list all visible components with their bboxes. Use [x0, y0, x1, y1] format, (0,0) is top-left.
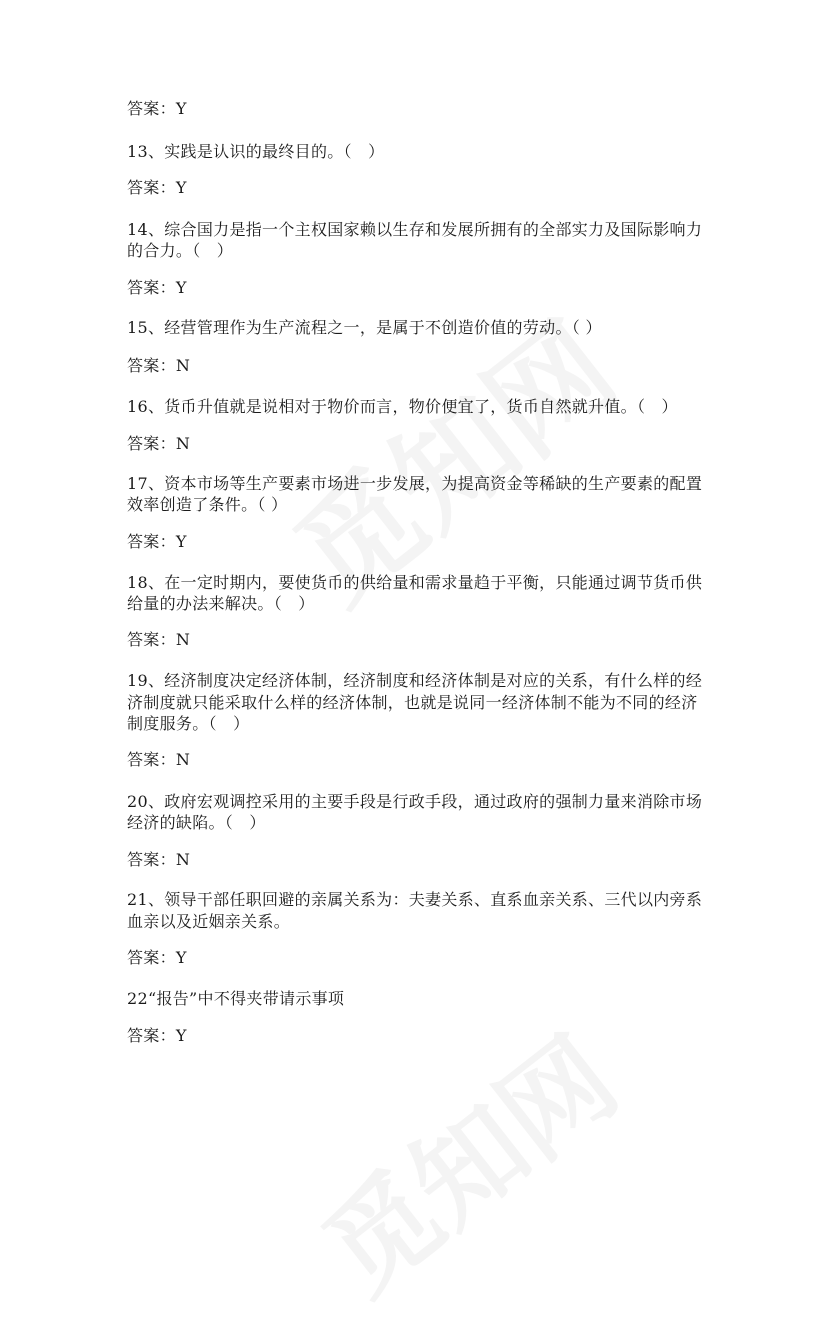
question-line: 制度服务。（ ） — [127, 714, 250, 733]
question-line: 18、在一定时期内，要使货币的供给量和需求量趋于平衡，只能通过调节货币供 — [127, 573, 703, 592]
answer-line: 答案：N — [127, 850, 191, 869]
question-line: 21、领导干部任职回避的亲属关系为：夫妻关系、直系血亲关系、三代以内旁系 — [127, 890, 703, 909]
answer-line: 答案：Y — [127, 178, 187, 197]
question-line: 经济的缺陷。（ ） — [127, 813, 266, 832]
question-line: 14、综合国力是指一个主权国家赖以生存和发展所拥有的全部实力及国际影响力 — [127, 220, 703, 239]
answer-line: 答案：N — [127, 356, 191, 375]
question-line: 效率创造了条件。（ ） — [127, 495, 288, 514]
answer-line: 答案：N — [127, 434, 191, 453]
question-line: 13、实践是认识的最终目的。（ ） — [127, 142, 385, 161]
answer-line: 答案：Y — [127, 948, 187, 967]
question-line: 给量的办法来解决。（ ） — [127, 594, 315, 613]
question-line: 17、资本市场等生产要素市场进一步发展，为提高资金等稀缺的生产要素的配置 — [127, 474, 703, 493]
question-line: 16、货币升值就是说相对于物价而言，物价便宜了，货币自然就升值。（ ） — [127, 397, 678, 416]
answer-line: 答案：Y — [127, 1026, 187, 1045]
question-line: 20、政府宏观调控采用的主要手段是行政手段，通过政府的强制力量来消除市场 — [127, 792, 703, 811]
answer-line: 答案：Y — [127, 278, 187, 297]
answer-line: 答案：N — [127, 750, 191, 769]
question-line: 22“报告”中不得夹带请示事项 — [127, 989, 345, 1008]
question-line: 济制度就只能采取什么样的经济体制，也就是说同一经济体制不能为不同的经济 — [127, 693, 698, 712]
question-line: 15、经营管理作为生产流程之一，是属于不创造价值的劳动。（ ） — [127, 318, 602, 337]
answer-line: 答案：Y — [127, 532, 187, 551]
answer-line: 答案：Y — [127, 99, 187, 118]
question-line: 的合力。（ ） — [127, 241, 234, 260]
answer-line: 答案：N — [127, 630, 191, 649]
question-line: 血亲以及近姻亲关系。 — [127, 912, 291, 931]
question-line: 19、经济制度决定经济体制，经济制度和经济体制是对应的关系，有什么样的经 — [127, 671, 703, 690]
